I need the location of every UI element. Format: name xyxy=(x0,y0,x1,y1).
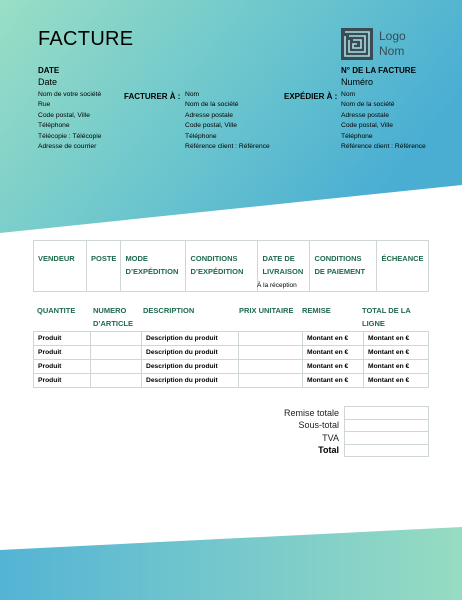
item-quantity: Produit xyxy=(34,360,91,374)
totals-table xyxy=(180,406,429,457)
terms-header-vendor: VENDEUR xyxy=(34,241,87,292)
totals-row-discount xyxy=(180,407,429,420)
items-header-quantity: QUANTITE xyxy=(33,305,89,332)
bill-to-city: Code postal, Ville xyxy=(185,122,237,130)
item-number xyxy=(91,332,142,346)
bill-to-reference: Référence client : Référence xyxy=(185,143,270,151)
subtotal-field[interactable] xyxy=(345,419,429,432)
tax-field[interactable] xyxy=(345,432,429,445)
maze-logo-icon xyxy=(341,28,373,60)
terms-header-shipping-method: MODE D’EXPÉDITION xyxy=(121,241,186,292)
sender-company: Nom de votre société xyxy=(38,91,102,98)
item-quantity: Produit xyxy=(34,346,91,360)
items-header-unit-price: PRIX UNITAIRE xyxy=(235,305,298,332)
subtotal-label: Sous-total xyxy=(298,420,339,431)
date-value: Date xyxy=(38,77,58,87)
bill-to-name: Nom xyxy=(185,91,200,98)
item-line-total: Montant en € xyxy=(364,332,429,346)
terms-header-row xyxy=(34,241,429,292)
item-discount: Montant en € xyxy=(303,374,364,388)
totals-row-subtotal xyxy=(180,419,429,432)
item-line-total: Montant en € xyxy=(364,360,429,374)
sender-fax: Télécopie : Télécopie xyxy=(38,132,102,140)
sender-city: Code postal, Ville xyxy=(38,111,90,119)
sender-street: Rue xyxy=(38,101,51,109)
bill-to-phone: Téléphone xyxy=(185,132,217,140)
sender-address xyxy=(38,90,101,152)
item-unit-price xyxy=(239,360,303,374)
ship-to-label: EXPÉDIER À : xyxy=(284,92,338,101)
items-header-description: DESCRIPTION xyxy=(139,305,235,332)
ship-to-phone: Téléphone xyxy=(341,132,373,140)
invoice-number-label: N° DE LA FACTURE xyxy=(341,66,416,75)
totals-row-tax xyxy=(180,432,429,445)
total-field[interactable] xyxy=(345,444,429,457)
bill-to-street: Adresse postale xyxy=(185,111,233,119)
ship-to-address xyxy=(341,90,426,152)
item-discount: Montant en € xyxy=(303,360,364,374)
table-row xyxy=(34,374,429,388)
ship-to-name: Nom xyxy=(341,91,356,98)
item-number xyxy=(91,374,142,388)
bill-to-company: Nom de la société xyxy=(185,101,239,109)
terms-header-payment-terms: CONDITIONS DE PAIEMENT xyxy=(310,241,377,292)
footer-gradient-band xyxy=(0,527,462,600)
logo-line-1: Logo xyxy=(379,29,406,43)
invoice-title: FACTURE xyxy=(38,28,134,50)
table-row xyxy=(34,332,429,346)
logo-line-2: Nom xyxy=(379,44,405,58)
sender-email: Adresse de courrier xyxy=(38,143,97,151)
payment-terms-note: À la réception xyxy=(257,282,297,289)
terms-header-position: POSTE xyxy=(87,241,121,292)
item-line-total: Montant en € xyxy=(364,374,429,388)
items-header-line-total: TOTAL DE LA LIGNE xyxy=(358,305,429,332)
bill-to-address xyxy=(185,90,270,152)
totals-row-total xyxy=(180,444,429,457)
ship-to-company: Nom de la société xyxy=(341,101,395,109)
ship-to-city: Code postal, Ville xyxy=(341,122,393,130)
ship-to-street: Adresse postale xyxy=(341,111,389,119)
item-description: Description du produit xyxy=(142,346,239,360)
terms-header-delivery-date: DATE DE LIVRAISON xyxy=(258,241,310,292)
items-header-discount: REMISE xyxy=(298,305,358,332)
item-discount: Montant en € xyxy=(303,346,364,360)
table-row xyxy=(34,360,429,374)
shipping-terms-table xyxy=(33,240,429,292)
items-table xyxy=(33,331,429,388)
bill-to-label: FACTURER À : xyxy=(124,92,181,101)
item-quantity: Produit xyxy=(34,332,91,346)
total-discount-field[interactable] xyxy=(345,407,429,420)
table-row xyxy=(34,346,429,360)
item-discount: Montant en € xyxy=(303,332,364,346)
items-header-row xyxy=(33,305,429,332)
item-number xyxy=(91,346,142,360)
item-unit-price xyxy=(239,374,303,388)
invoice-number-value: Numéro xyxy=(341,77,374,87)
terms-header-shipping-terms: CONDITIONS D’EXPÉDITION xyxy=(186,241,258,292)
date-label: DATE xyxy=(38,66,60,75)
sender-phone: Téléphone xyxy=(38,122,70,130)
ship-to-reference: Référence client : Référence xyxy=(341,143,426,151)
item-quantity: Produit xyxy=(34,374,91,388)
terms-header-due-date: ÉCHEANCE xyxy=(377,241,429,292)
item-unit-price xyxy=(239,346,303,360)
item-description: Description du produit xyxy=(142,332,239,346)
item-unit-price xyxy=(239,332,303,346)
logo-name xyxy=(379,29,406,59)
items-header-table xyxy=(33,305,429,332)
tax-label: TVA xyxy=(322,432,339,443)
item-description: Description du produit xyxy=(142,360,239,374)
items-header-item-number: NUMERO D’ARTICLE xyxy=(89,305,139,332)
item-description: Description du produit xyxy=(142,374,239,388)
item-number xyxy=(91,360,142,374)
total-label: Total xyxy=(318,445,339,456)
total-discount-label: Remise totale xyxy=(283,407,339,418)
item-line-total: Montant en € xyxy=(364,346,429,360)
